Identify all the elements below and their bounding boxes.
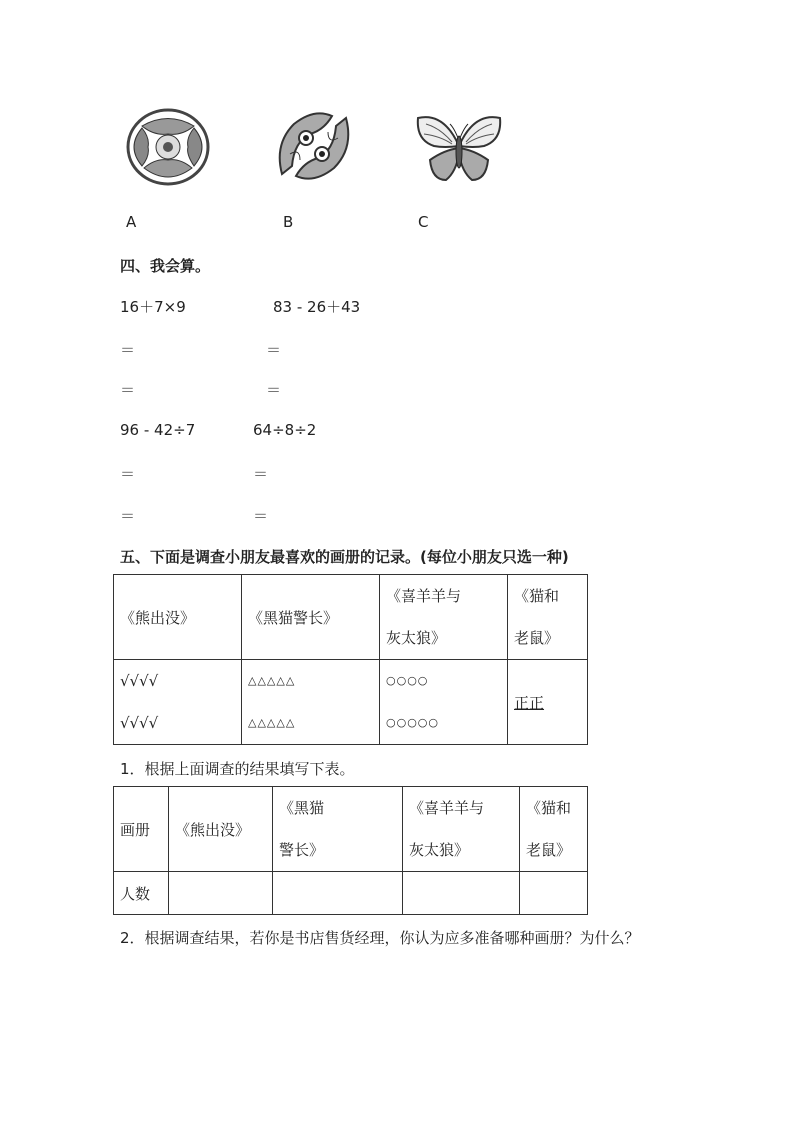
problem-2-line-1: ＝ <box>266 341 282 359</box>
result-header-3: 《喜羊羊与 灰太狼》 <box>403 787 520 872</box>
figure-label-a: A <box>126 213 137 231</box>
question-2: 2．根据调查结果，若你是书店售货经理，你认为应多准备哪种画册？为什么？ <box>120 929 640 947</box>
problem-1: 16＋7×9 <box>120 298 186 316</box>
section4-title: 四、我会算。 <box>120 257 211 275</box>
problem-3-line-2: ＝ <box>120 507 136 525</box>
survey-marks-2: △△△△△ △△△△△ <box>242 660 380 745</box>
problem-1-line-1: ＝ <box>120 341 136 359</box>
survey-header-1: 《熊出没》 <box>114 575 242 660</box>
survey-marks-3: ○○○○ ○○○○○ <box>380 660 508 745</box>
problem-1-line-2: ＝ <box>120 381 136 399</box>
survey-marks-4: 正正 <box>508 660 588 745</box>
problem-4-line-1: ＝ <box>253 465 269 483</box>
result-row-label-books: 画册 <box>114 787 169 872</box>
survey-header-4: 《猫和 老鼠》 <box>508 575 588 660</box>
result-table <box>113 786 588 915</box>
result-header-2: 《黑猫 警长》 <box>273 787 403 872</box>
problem-2-line-2: ＝ <box>266 381 282 399</box>
survey-table <box>113 574 588 745</box>
question-1: 1．根据上面调查的结果填写下表。 <box>120 760 355 778</box>
result-header-4: 《猫和 老鼠》 <box>520 787 588 872</box>
result-header-1: 《熊出没》 <box>169 787 273 872</box>
fish-circle-icon <box>122 106 214 192</box>
problem-3: 96 - 42÷7 <box>120 421 196 439</box>
section5-title: 五、下面是调查小朋友最喜欢的画册的记录。(每位小朋友只选一种) <box>120 548 569 566</box>
problem-3-line-1: ＝ <box>120 465 136 483</box>
survey-header-3: 《喜羊羊与 灰太狼》 <box>380 575 508 660</box>
problem-2: 83 - 26＋43 <box>273 298 361 316</box>
survey-header-2: 《黑猫警长》 <box>242 575 380 660</box>
two-fish-icon <box>270 104 358 192</box>
result-count-4[interactable] <box>520 872 588 915</box>
result-count-1[interactable] <box>169 872 273 915</box>
figure-label-b: B <box>283 213 294 231</box>
result-count-2[interactable] <box>273 872 403 915</box>
problem-4-line-2: ＝ <box>253 507 269 525</box>
result-row-label-count: 人数 <box>114 872 169 915</box>
result-count-3[interactable] <box>403 872 520 915</box>
problem-4: 64÷8÷2 <box>253 421 317 439</box>
butterfly-icon <box>414 110 504 190</box>
survey-marks-1: √√√√ √√√√ <box>114 660 242 745</box>
figure-label-c: C <box>418 213 429 231</box>
